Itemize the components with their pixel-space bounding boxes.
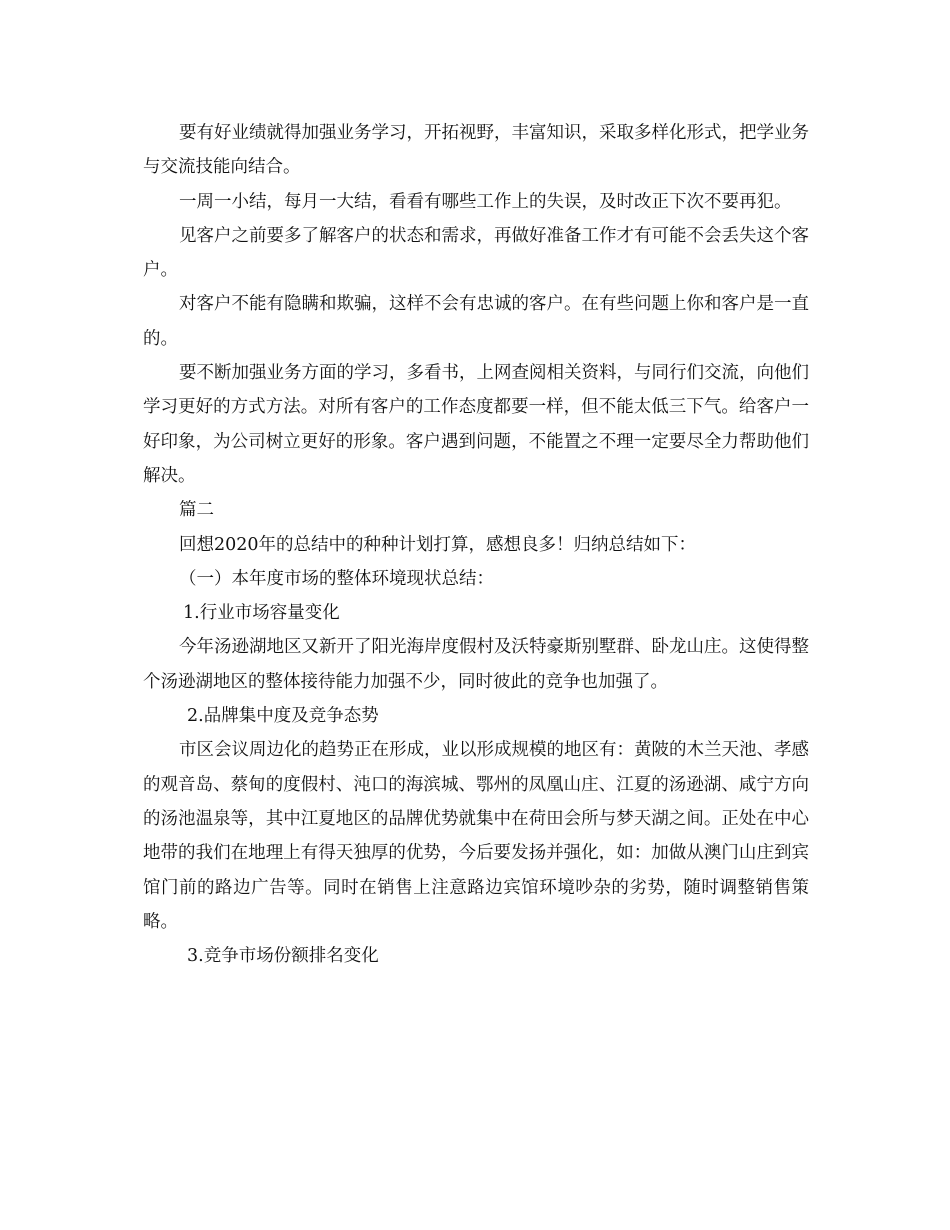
paragraph-honesty: 对客户不能有隐瞒和欺骗，这样不会有忠诚的客户。在有些问题上你和客户是一直的。 — [143, 294, 809, 349]
paragraph-business-learning: 要有好业绩就得加强业务学习，开拓视野，丰富知识，采取多样化形式，把学业务与交流技能向结合。 — [143, 123, 809, 178]
subheading-market-capacity: 1.行业市场容量变化 — [183, 603, 340, 624]
subheading-market-share: 3.竞争市场份额排名变化 — [187, 946, 379, 967]
subheading-market-environment: （一）本年度市场的整体环境现状总结： — [179, 568, 494, 589]
paragraph-review-intro: 回想2020年的总结中的种种计划打算，感想良多！归纳总结如下： — [179, 534, 697, 555]
paragraph-know-client: 见客户之前要多了解客户的状态和需求，再做好准备工作才有可能不会丢失这个客户。 — [143, 225, 809, 281]
paragraph-conference-trend: 市区会议周边化的趋势正在形成，业以形成规模的地区有：黄陂的木兰天池、孝感的观音岛、蔡甸的度假村、沌口的海滨城、鄂州的凤凰山庄、江夏的汤逊湖、咸宁方向的汤池温泉等，其中江夏地区的品牌优势就集中在荷田会所与梦天湖之间。正处在中心地带的我们在地理上有得天独厚的优势，今后要发扬并强化，如：加做从澳门山庄到宾馆门前的路边广告等。同时在销售上注意路边宾馆环境吵杂的劣势，随时调整销售策略。 — [143, 740, 809, 932]
paragraph-continuous-learning: 要不断加强业务方面的学习，多看书，上网查阅相关资料，与同行们交流，向他们学习更好的方式方法。对所有客户的工作态度都要一样，但不能太低三下气。给客户一好印象，为公司树立更好的形象。客户遇到问题，不能置之不理一定要尽全力帮助他们解决。 — [143, 363, 809, 486]
document-body — [143, 116, 809, 973]
section-heading-part-two: 篇二 — [179, 500, 214, 521]
subheading-brand-competition: 2.品牌集中度及竞争态势 — [187, 706, 379, 727]
paragraph-weekly-summary: 一周一小结，每月一大结，看看有哪些工作上的失误，及时改正下次不要再犯。 — [179, 191, 792, 212]
paragraph-new-resorts: 今年汤逊湖地区又新开了阳光海岸度假村及沃特豪斯别墅群、卧龙山庄。这使得整个汤逊湖地区的整体接待能力加强不少，同时彼此的竞争也加强了。 — [143, 637, 809, 692]
